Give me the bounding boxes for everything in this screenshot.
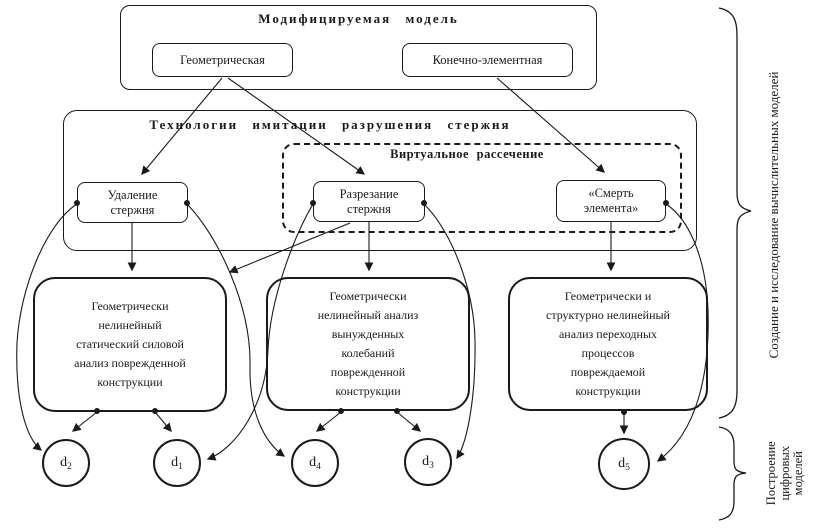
circle-d3-label: $d_3$	[422, 454, 434, 471]
circle-d3	[404, 438, 452, 486]
circle-d4-label: $d_4$	[309, 455, 321, 472]
node-transient-analysis: Геометрически и структурно нелинейный анализ переходных процессов повреждаемой конструкции	[508, 277, 708, 411]
edge-static-to-d2	[73, 412, 97, 431]
label-computational-models: Создание и исследование вычислительных моделей	[766, 71, 781, 359]
element-death-label: «Смерть элемента»	[583, 186, 639, 215]
node-rod-cutting	[313, 181, 425, 222]
circle-d1-label: $d_1$	[171, 455, 183, 472]
circle-d2	[42, 439, 90, 487]
brace-digital	[719, 427, 746, 520]
node-element-death	[556, 180, 666, 222]
node-geometric-model	[152, 43, 293, 77]
label-digital-models: Построение цифровых моделей	[763, 441, 805, 506]
rod-cutting-label: Разрезание стержня	[339, 186, 399, 216]
circle-d1	[153, 439, 201, 487]
node-vibration-analysis: Геометрически нелинейный анализ вынужденных колебаний поврежденной конструкции	[266, 277, 470, 411]
geometric-model-label: Геометрическая	[180, 52, 265, 67]
node-static-analysis: Геометрически нелинейный статический силовой анализ поврежденной конструкции	[33, 277, 227, 412]
circle-d5	[598, 438, 650, 490]
modifiable-model-title: Модифицируемая модель	[258, 11, 459, 26]
edge-vibration-to-d4	[317, 412, 341, 431]
virtual-section-title: Виртуальное рассечение	[390, 147, 544, 161]
circle-d5-label: $d_5$	[618, 456, 630, 473]
edge-vibration-to-d3	[397, 412, 420, 431]
circle-d2-label: $d_2$	[60, 455, 72, 472]
node-finite-element-model	[402, 43, 573, 77]
simulation-technologies-title: Технологии имитации разрушения стержня	[149, 117, 511, 132]
brace-computational	[719, 8, 751, 418]
rod-removal-label: Удаление стержня	[107, 187, 158, 217]
finite-element-model-label: Конечно-элементная	[432, 52, 543, 67]
circle-d4	[291, 439, 339, 487]
node-rod-removal	[77, 182, 188, 223]
edge-static-to-d1	[155, 412, 171, 431]
